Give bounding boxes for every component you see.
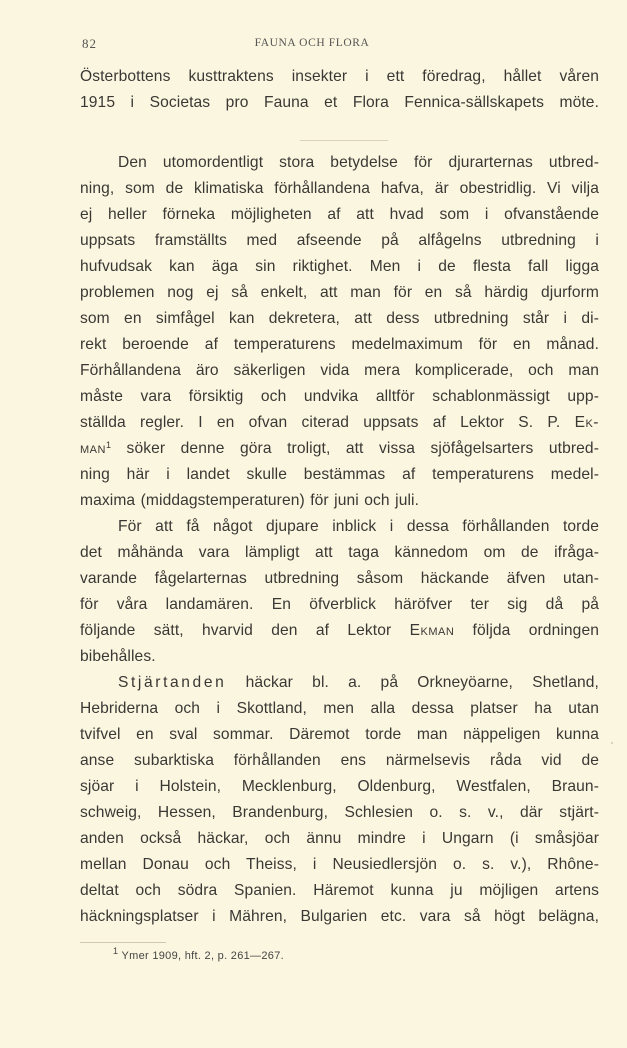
text-line: sjöar i Holstein, Mecklenburg, Oldenburg, Westfalen, Braun- xyxy=(80,778,599,795)
text-line: Hebriderna och i Skottland, men alla dessa platser ha utan xyxy=(80,700,599,717)
text-line: bibehålles. xyxy=(80,648,156,665)
species-name: Stjärtanden xyxy=(118,674,227,691)
footnote xyxy=(113,948,284,964)
text-line: anden också häckar, och ännu mindre i Ungarn (i småsjöar xyxy=(80,830,599,847)
text-line: hufvudsak kan äga sin riktighet. Men i de flesta fall ligga xyxy=(80,258,599,275)
text-line: uppsats framställts med afseende på alfågelns utbredning i xyxy=(80,232,599,249)
footnote-text: Ymer 1909, hft. 2, p. 261—267. xyxy=(121,950,284,962)
text-line: ej heller förneka möjligheten af att hvad som i ofvanstående xyxy=(80,206,599,223)
footnote-rule xyxy=(80,942,166,943)
text-segment: söker denne göra troligt, att vissa sjöfågelsarters utbred- xyxy=(111,440,599,457)
footnote-reference[interactable]: 1 xyxy=(105,440,112,450)
journal-title: FAUNA OCH FLORA xyxy=(254,37,370,49)
print-speck xyxy=(611,742,613,744)
text-line: mellan Donau och Theiss, i Neusiedlersjön o. s. v.), Rhône- xyxy=(80,856,599,873)
main-text xyxy=(80,150,599,930)
footnote-marker: 1 xyxy=(113,946,119,956)
text-line: måste vara försiktig och undvika alltför schablonmässigt upp- xyxy=(80,388,599,405)
section-separator xyxy=(300,140,388,141)
text-line: det måhända vara lämpligt att taga kännedom om de ifråga- xyxy=(80,544,599,561)
text-line: För att få något djupare inblick i dessa förhållanden torde xyxy=(118,518,599,535)
text-line: för våra landamären. En öfverblick häröfver ter sig då på xyxy=(80,596,599,613)
author-name: Ekman xyxy=(409,622,455,639)
text-line: rekt beroende af temperaturens medelmaximum för en månad. xyxy=(80,336,599,353)
text-segment: följda ordningen xyxy=(454,622,599,639)
text-line: ning här i landet skulle bestämmas af temperaturens medel- xyxy=(80,466,599,483)
text-line: häckningsplatser i Mähren, Bulgarien etc. vara så högt belägna, xyxy=(80,908,599,925)
text-line: Den utomordentligt stora betydelse för djurarternas utbred- xyxy=(118,154,599,171)
text-line xyxy=(80,618,599,644)
text-segment: ställda regler. I en ofvan citerad uppsats af Lektor S. P. xyxy=(80,414,575,431)
text-line: Förhållandena äro säkerligen vida mera komplicerade, och man xyxy=(80,362,599,379)
text-line: varande fågelarternas utbredning såsom häckande äfven utan- xyxy=(80,570,599,587)
text-line: tvifvel en sval sommar. Däremot torde man näppeligen kunna xyxy=(80,726,599,743)
intro-paragraph xyxy=(80,64,599,116)
text-segment: häckar bl. a. på Orkneyöarne, Shetland, xyxy=(226,674,599,691)
text-line: ning, som de klimatiska förhållandena hafva, är obestridlig. Vi vilja xyxy=(80,180,599,197)
page-number: 82 xyxy=(82,36,97,51)
text-line: anse subarktiska förhållanden ens närmelsevis råda vid de xyxy=(80,752,599,769)
text-line xyxy=(80,670,599,696)
text-line: problemen nog ej så enkelt, att man för en så härdig djurform xyxy=(80,284,599,301)
text-segment: följande sätt, hvarvid den af Lektor xyxy=(80,622,410,639)
text-line xyxy=(80,410,599,436)
author-name-part: Ek- xyxy=(574,414,599,431)
text-line xyxy=(80,436,599,462)
running-head xyxy=(80,36,600,56)
text-line: maxima (middagstemperaturen) för juni och juli. xyxy=(80,492,420,509)
text-line: deltat och södra Spanien. Häremot kunna ju möjligen artens xyxy=(80,882,599,899)
text-line: 1915 i Societas pro Fauna et Flora Fennica-sällskapets möte. xyxy=(80,94,599,111)
author-name-part: man xyxy=(80,440,106,457)
text-line: som en simfågel kan dekretera, att dess utbredning står i di- xyxy=(80,310,599,327)
text-line: Österbottens kusttraktens insekter i ett föredrag, hållet våren xyxy=(80,68,599,85)
text-line: schweig, Hessen, Brandenburg, Schlesien o. s. v., där stjärt- xyxy=(80,804,599,821)
